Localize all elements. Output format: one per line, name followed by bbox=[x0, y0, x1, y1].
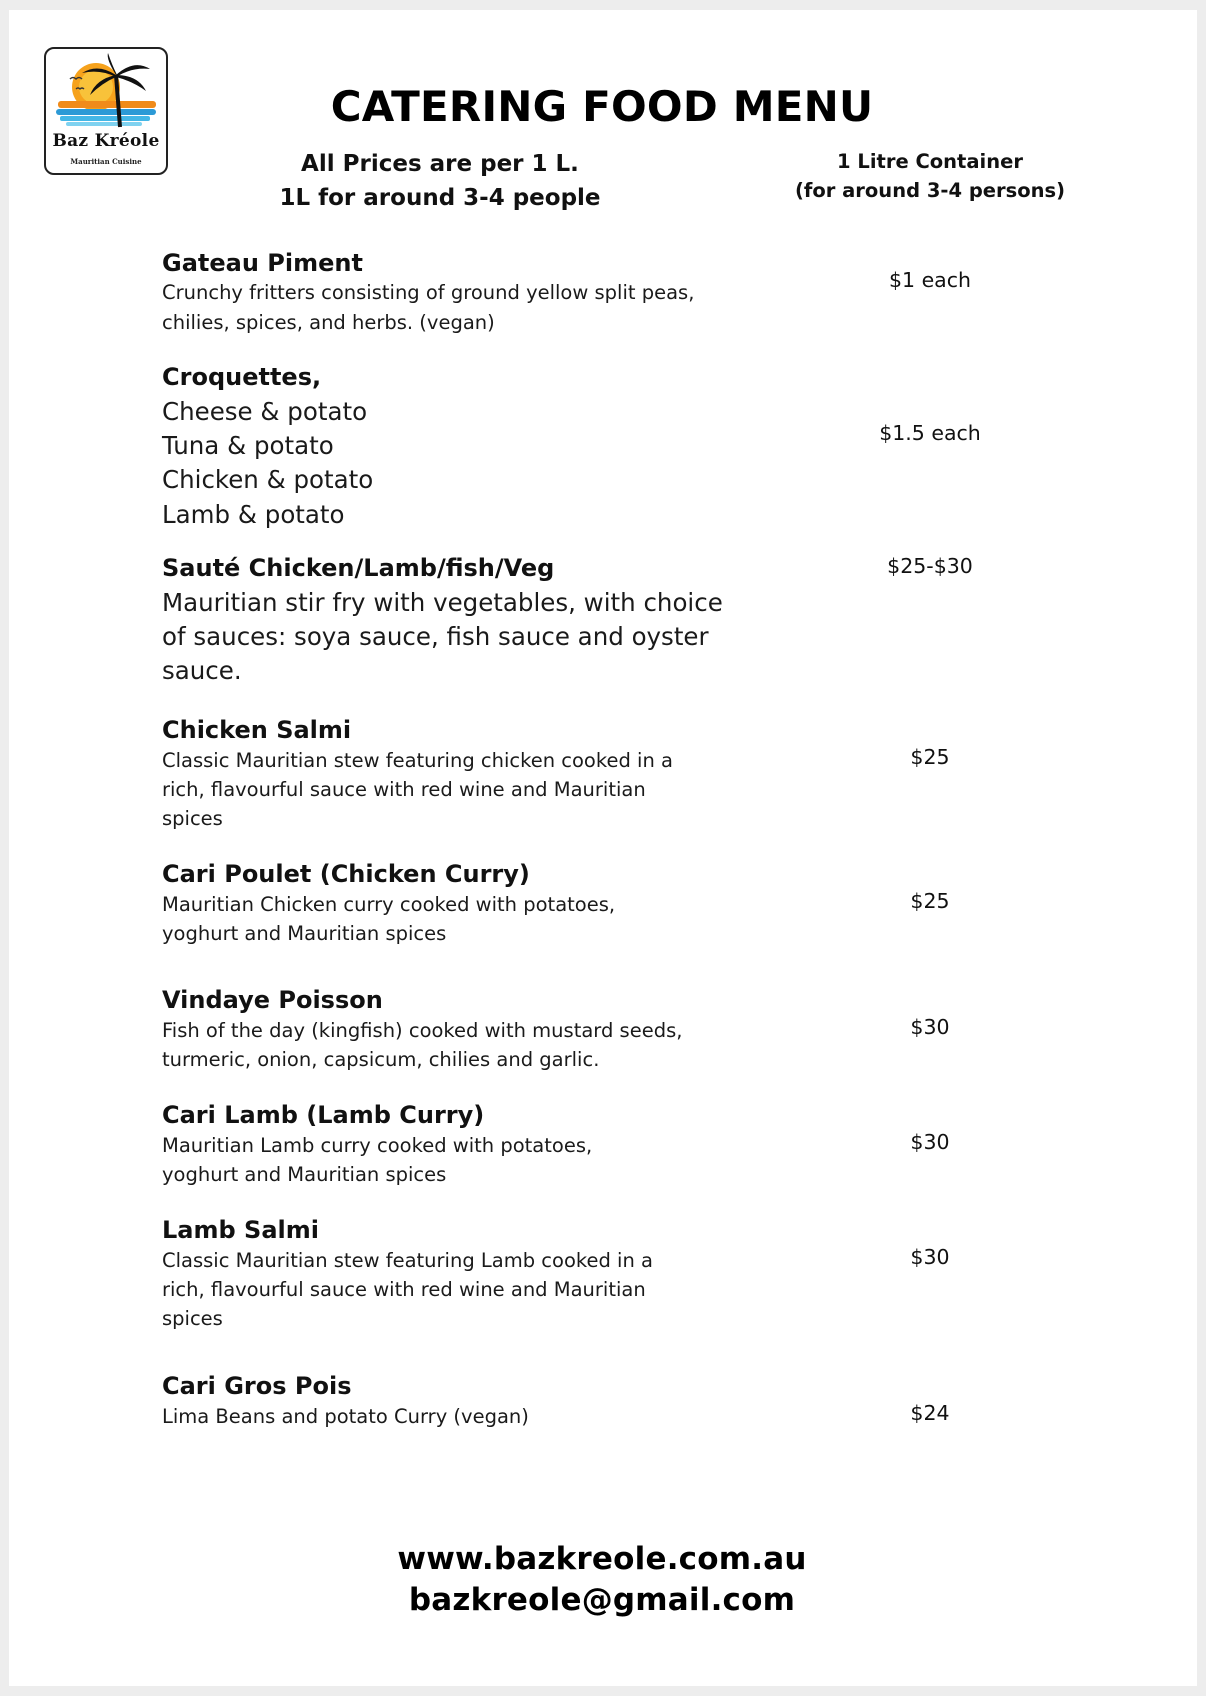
menu-item-croquettes-option: Lamb & potato bbox=[162, 500, 345, 529]
menu-item-lamb-salmi-desc: spices bbox=[162, 1307, 223, 1330]
menu-item-cari-lamb-name: Cari Lamb (Lamb Curry) bbox=[162, 1101, 485, 1129]
menu-item-vindaye-poisson-name: Vindaye Poisson bbox=[162, 986, 383, 1014]
menu-item-saute-desc: of sauces: soya sauce, fish sauce and oyster bbox=[162, 622, 709, 651]
menu-item-saute-price: $25-$30 bbox=[887, 554, 973, 578]
menu-item-lamb-salmi-name: Lamb Salmi bbox=[162, 1216, 319, 1244]
email-link[interactable]: bazkreole@gmail.com bbox=[408, 1582, 796, 1618]
logo-name: Baz Kréole bbox=[52, 131, 160, 151]
website-link[interactable]: www.bazkreole.com.au bbox=[397, 1541, 807, 1577]
menu-item-cari-lamb-price: $30 bbox=[910, 1130, 950, 1154]
price-basis-line2: 1L for around 3-4 people bbox=[279, 185, 601, 211]
price-column-heading-line1: 1 Litre Container bbox=[837, 150, 1023, 173]
menu-item-saute-name: Sauté Chicken/Lamb/fish/Veg bbox=[162, 554, 555, 582]
menu-item-gateau-piment-desc: chilies, spices, and herbs. (vegan) bbox=[162, 311, 495, 334]
menu-item-cari-gros-pois-desc: Lima Beans and potato Curry (vegan) bbox=[162, 1405, 529, 1428]
menu-item-cari-lamb-desc: yoghurt and Mauritian spices bbox=[162, 1163, 447, 1186]
menu-item-cari-gros-pois-price: $24 bbox=[910, 1401, 950, 1425]
menu-item-vindaye-poisson-price: $30 bbox=[910, 1015, 950, 1039]
menu-item-croquettes-option: Tuna & potato bbox=[162, 431, 334, 460]
price-basis-line1: All Prices are per 1 L. bbox=[301, 151, 579, 177]
menu-item-croquettes-option: Cheese & potato bbox=[162, 397, 368, 426]
menu-item-cari-poulet-desc: Mauritian Chicken curry cooked with potatoes, bbox=[162, 893, 616, 916]
menu-item-cari-poulet-desc: yoghurt and Mauritian spices bbox=[162, 922, 447, 945]
menu-item-gateau-piment-desc: Crunchy fritters consisting of ground yellow split peas, bbox=[162, 281, 695, 304]
menu-item-chicken-salmi-desc: Classic Mauritian stew featuring chicken cooked in a bbox=[162, 749, 673, 772]
menu-item-cari-poulet-price: $25 bbox=[910, 889, 950, 913]
menu-item-gateau-piment-price: $1 each bbox=[888, 268, 972, 292]
menu-item-chicken-salmi-name: Chicken Salmi bbox=[162, 716, 352, 744]
menu-item-chicken-salmi-desc: spices bbox=[162, 807, 223, 830]
menu-item-gateau-piment-name: Gateau Piment bbox=[162, 249, 363, 277]
price-column-heading-line2: (for around 3-4 persons) bbox=[794, 179, 1066, 202]
logo-tagline: Mauritian Cuisine bbox=[70, 157, 142, 166]
brand-logo bbox=[44, 47, 168, 175]
menu-item-cari-gros-pois-name: Cari Gros Pois bbox=[162, 1372, 352, 1400]
menu-item-vindaye-poisson-desc: turmeric, onion, capsicum, chilies and garlic. bbox=[162, 1048, 600, 1071]
menu-item-chicken-salmi-price: $25 bbox=[910, 745, 950, 769]
menu-item-lamb-salmi-desc: Classic Mauritian stew featuring Lamb cooked in a bbox=[162, 1249, 653, 1272]
menu-item-vindaye-poisson-desc: Fish of the day (kingfish) cooked with mustard seeds, bbox=[162, 1019, 683, 1042]
menu-item-croquettes-name: Croquettes, bbox=[162, 363, 322, 391]
menu-item-cari-poulet-name: Cari Poulet (Chicken Curry) bbox=[162, 860, 530, 888]
menu-item-croquettes-option: Chicken & potato bbox=[162, 465, 374, 494]
menu-item-lamb-salmi-desc: rich, flavourful sauce with red wine and Mauritian bbox=[162, 1278, 646, 1301]
menu-item-saute-desc: Mauritian stir fry with vegetables, with choice bbox=[162, 588, 723, 617]
menu-item-cari-lamb-desc: Mauritian Lamb curry cooked with potatoes, bbox=[162, 1134, 593, 1157]
menu-item-saute-desc: sauce. bbox=[162, 656, 242, 685]
menu-item-lamb-salmi-price: $30 bbox=[910, 1245, 950, 1269]
menu-item-chicken-salmi-desc: rich, flavourful sauce with red wine and Mauritian bbox=[162, 778, 646, 801]
page-title: CATERING FOOD MENU bbox=[330, 82, 874, 131]
menu-item-croquettes-price: $1.5 each bbox=[879, 421, 981, 445]
